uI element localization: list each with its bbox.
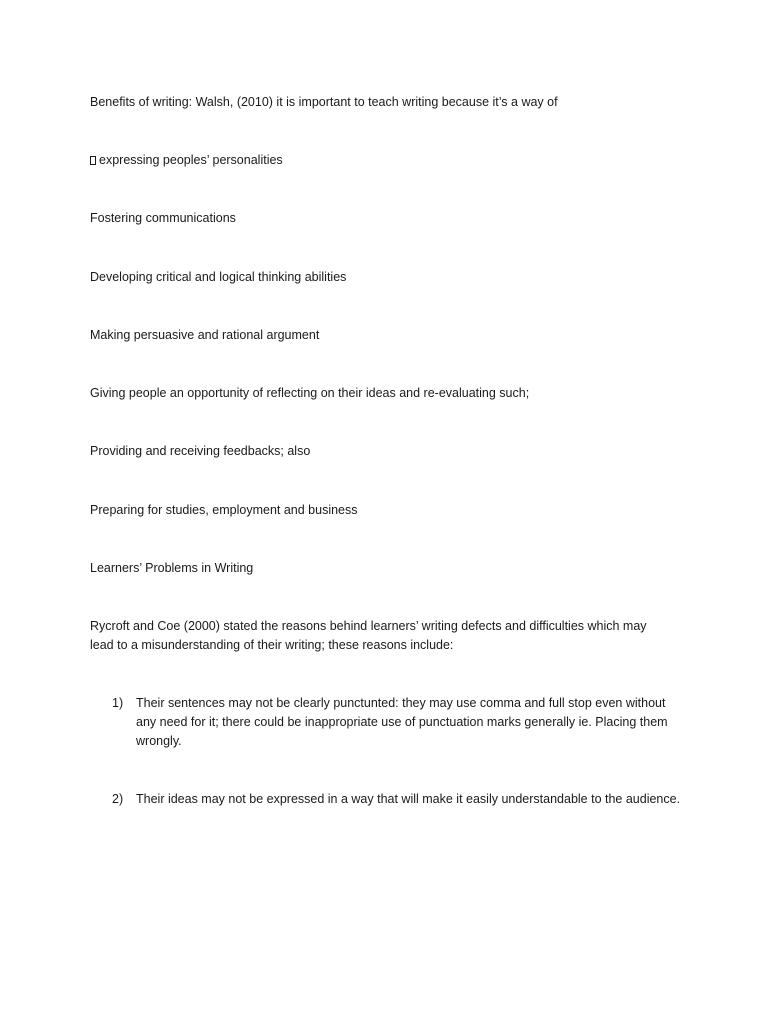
body-paragraph: Rycroft and Coe (2000) stated the reasons behind learners’ writing defects and difficulties which may lead to a misunderstanding of their writing; these reasons include:: [90, 619, 647, 652]
list-number: 1): [112, 696, 124, 710]
list-item: [112, 790, 682, 809]
benefit-item: Fostering communications: [90, 211, 236, 225]
missing-glyph-icon: [90, 156, 96, 165]
benefit-item: Making persuasive and rational argument: [90, 328, 320, 342]
intro-line: Benefits of writing: Walsh, (2010) it is important to teach writing because it’s a way of: [90, 95, 558, 109]
list-number: 2): [112, 792, 124, 806]
benefit-item: Developing critical and logical thinking abilities: [90, 270, 347, 284]
list-text: Their sentences may not be clearly punctunted: they may use comma and full stop even without any need for it; there could be inappropriate use of punctuation marks generally ie. Placing them wrongly.: [136, 696, 668, 748]
benefit-item: [90, 151, 690, 170]
benefit-item: Providing and receiving feedbacks; also: [90, 444, 311, 458]
list-text: Their ideas may not be expressed in a way that will make it easily understandable to the audience.: [136, 792, 681, 806]
benefit-item: Giving people an opportunity of reflecting on their ideas and re-evaluating such;: [90, 386, 530, 400]
benefit-item: Preparing for studies, employment and business: [90, 503, 358, 517]
benefit-text: expressing peoples’ personalities: [99, 153, 283, 167]
list-item: [112, 694, 682, 751]
section-heading: Learners’ Problems in Writing: [90, 561, 254, 575]
